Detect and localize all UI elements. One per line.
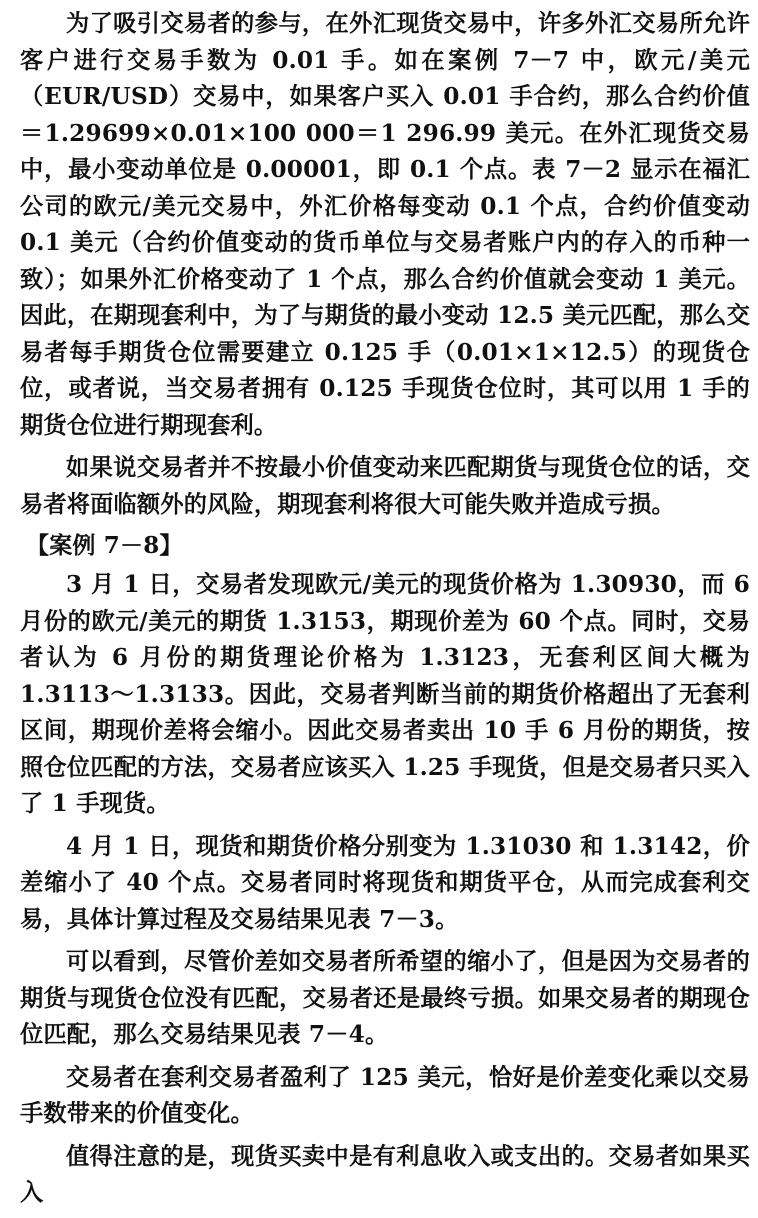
paragraph-risk: 如果说交易者并不按最小价值变动来匹配期货与现货仓位的话，交易者将面临额外的风险，期现套利将很大可能失败并造成亏损。 (20, 454, 750, 518)
paragraph-case-march: 3 月 1 日，交易者发现欧元/美元的现货价格为 1.30930，而 6 月份的欧元/美元的期货 1.3153，期现价差为 60 个点。同时，交易者认为 6 月份的期货理论价格为 1.3123，无套利区间大概为 1.3113～1.3133。因此，交易者判断当前的期货价格超出了无套利区间，期现价差将会缩小。因此交易者卖出 10 手 6 月份的期货，按照仓位匹配的方法，交易者应该买入 1.25 手现货，但是交易者只买入了 1 手现货。 (20, 571, 750, 817)
document-page (20, 6, 750, 1218)
paragraph-case-april: 4 月 1 日，现货和期货价格分别变为 1.31030 和 1.3142，价差缩小了 40 个点。交易者同时将现货和期货平仓，从而完成套利交易，具体计算过程及交易结果见表 7－3。 (20, 832, 750, 933)
paragraph-case-result: 可以看到，尽管价差如交易者所希望的缩小了，但是因为交易者的期货与现货仓位没有匹配，交易者还是最终亏损。如果交易者的期现仓位匹配，那么交易结果见表 7－4。 (20, 948, 750, 1048)
paragraph-case-interest: 值得注意的是，现货买卖中是有利息收入或支出的。交易者如果买入 (20, 1142, 750, 1206)
case-heading: 【案例 7－8】 (26, 532, 183, 559)
paragraph-intro: 为了吸引交易者的参与，在外汇现货交易中，许多外汇交易所允许客户进行交易手数为 0.01 手。如在案例 7－7 中，欧元/美元（EUR/USD）交易中，如果客户买入 0.01 手合约，那么合约价值＝1.29699×0.01×100 000＝1 296.99 美元。在外汇现货交易中，最小变动单位是 0.00001，即 0.1 个点。表 7－2 显示在福汇公司的欧元/美元交易中，外汇价格每变动 0.1 个点，合约价值变动 0.1 美元（合约价值变动的货币单位与交易者账户内的存入的币种一致）；如果外汇价格变动了 1 个点，那么合约价值就会变动 1 美元。因此，在期现套利中，为了与期货的最小变动 12.5 美元匹配，那么交易者每手期货仓位需要建立 0.125 手（0.01×1×12.5）的现货仓位，或者说，当交易者拥有 0.125 手现货仓位时，其可以用 1 手的期货仓位进行期现套利。 (20, 10, 750, 439)
paragraph-case-profit: 交易者在套利交易者盈利了 125 美元，恰好是价差变化乘以交易手数带来的价值变化。 (20, 1063, 750, 1127)
